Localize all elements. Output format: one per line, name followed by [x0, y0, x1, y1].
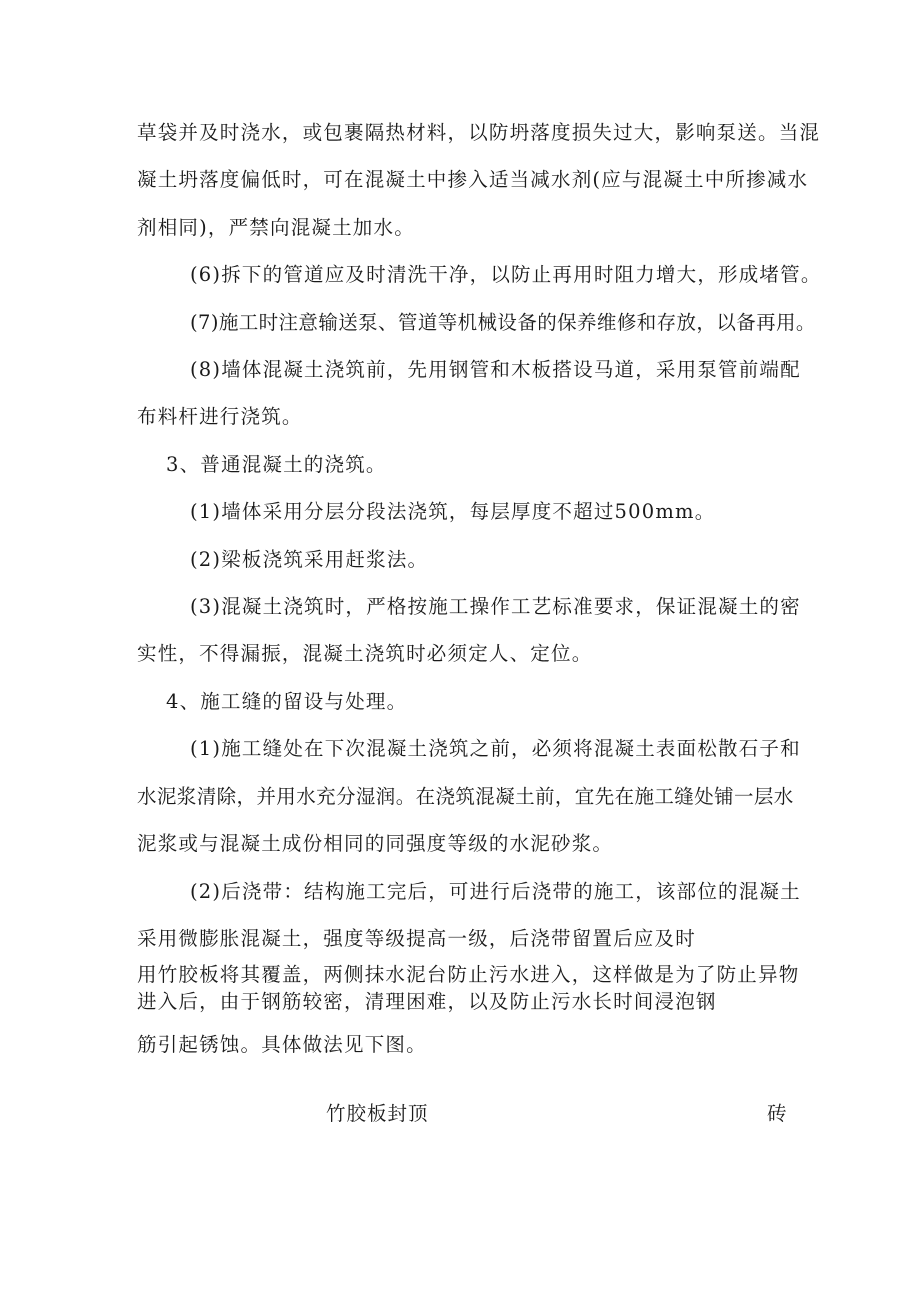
paragraph-line: 草袋并及时浇水，或包裹隔热材料，以防坍落度损失过大，影响泵送。当混 — [137, 121, 821, 144]
paragraph-line: (3)混凝土浇筑时，严格按施工操作工艺标准要求，保证混凝土的密 — [190, 595, 801, 618]
paragraph-line: (1)施工缝处在下次混凝土浇筑之前，必须将混凝土表面松散石子和 — [190, 737, 801, 760]
paragraph-line: 布料杆进行浇筑。 — [137, 405, 303, 428]
paragraph-line: (8)墙体混凝土浇筑前，先用钢管和木板搭设马道，采用泵管前端配 — [190, 358, 801, 381]
figure-label-right: 砖 — [767, 1102, 788, 1125]
paragraph-line: 筋引起锈蚀。具体做法见下图。 — [137, 1033, 427, 1056]
paragraph-line: 水泥浆清除，并用水充分湿润。在浇筑混凝土前，宜先在施工缝处铺一层水 — [137, 785, 794, 808]
paragraph-line: (7)施工时注意输送泵、管道等机械设备的保养维修和存放，以备再用。 — [190, 311, 816, 334]
paragraph-line: 剂相同)，严禁向混凝土加水。 — [137, 216, 415, 239]
figure-label-left: 竹胶板封顶 — [326, 1102, 429, 1125]
paragraph-line: 泥浆或与混凝土成份相同的同强度等级的水泥砂浆。 — [137, 832, 614, 855]
section-heading: 3、普通混凝土的浇筑。 — [166, 453, 387, 476]
paragraph-line: 实性，不得漏振，混凝土浇筑时必须定人、定位。 — [137, 642, 593, 665]
paragraph-line: (2)后浇带：结构施工完后，可进行后浇带的施工，该部位的混凝土 — [190, 880, 801, 903]
paragraph-line: 进入后，由于钢筋较密，清理困难，以及防止污水长时间浸泡钢 — [137, 990, 717, 1013]
section-heading: 4、施工缝的留设与处理。 — [166, 690, 408, 713]
paragraph-line: 采用微膨胀混凝土，强度等级提高一级，后浇带留置后应及时 — [137, 927, 696, 950]
paragraph-line: 凝土坍落度偏低时，可在混凝土中掺入适当减水剂(应与混凝土中所掺减水 — [137, 168, 809, 191]
paragraph-line: (2)梁板浇筑采用赶浆法。 — [190, 548, 429, 571]
paragraph-line: (1)墙体采用分层分段法浇筑，每层厚度不超过500mm。 — [190, 500, 716, 523]
paragraph-line: (6)拆下的管道应及时清洗干净，以防止再用时阻力增大，形成堵管。 — [190, 263, 822, 286]
paragraph-line: 用竹胶板将其覆盖，两侧抹水泥台防止污水进入，这样做是为了防止异物 — [137, 963, 800, 986]
